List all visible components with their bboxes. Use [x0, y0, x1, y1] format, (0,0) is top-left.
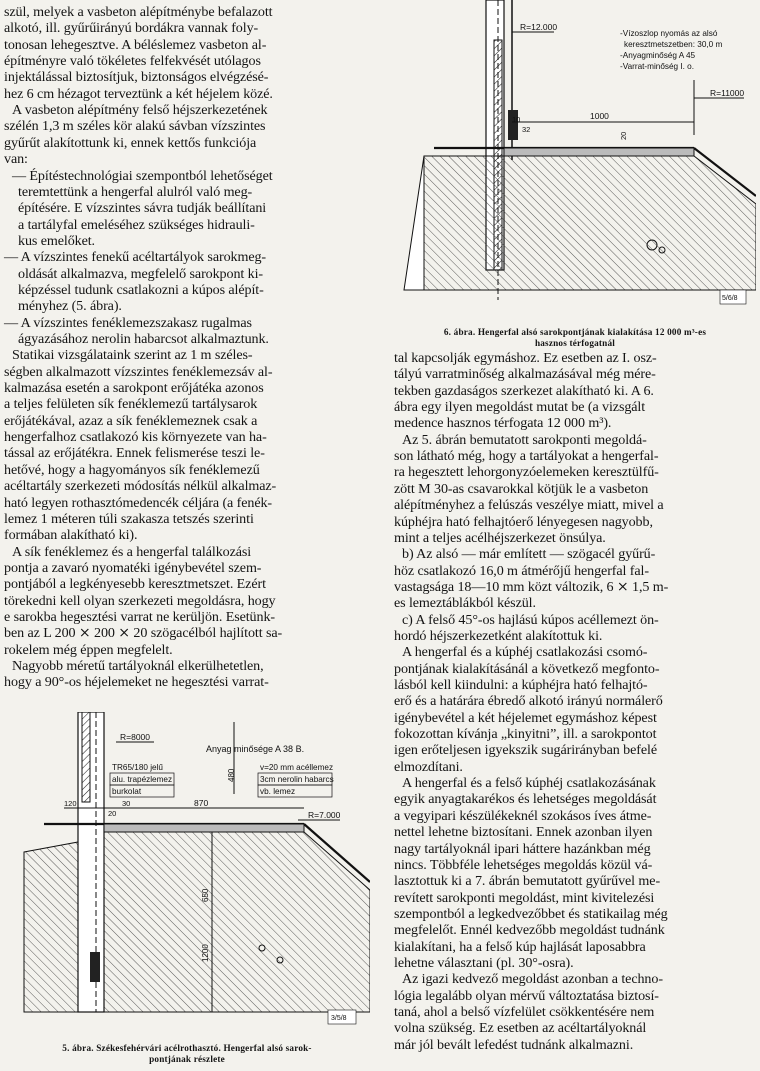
text-line: lasztottuk ki a 7. ábrán bemutatott gyűrűvel me-	[394, 873, 661, 890]
text-line: c) A felső 45°-os hajlású kúpos acéllemezt ön-	[402, 611, 659, 628]
text-line: e sarokba hegesztési varrat ne kerüljön. Esetünk-	[4, 608, 275, 625]
text-line: kalmazása esetén a sarokpont erőjátéka azonos	[4, 380, 264, 397]
text-line: kúphéjra ható felhajtóerő lényegesen nagyobb,	[394, 513, 653, 530]
text-line: ágyazásához nerolin habarcsot alkalmaztunk.	[18, 331, 269, 347]
text-line: teremtettünk a hengerfal alulról való meg-	[18, 183, 253, 200]
fig5-dim-30: 30	[122, 799, 131, 808]
text-line: fokozottan kívánja „kinyitni”, ill. a sarokpontot	[394, 726, 657, 743]
fig5-v20-label: v=20 mm acéllemez	[260, 763, 334, 772]
text-line: A vasbeton alépítmény felső héjszerkezetének	[12, 102, 268, 119]
text-line: építésére. E vízszintes sávra tudják beállítani	[18, 200, 267, 217]
text-line: pontjának kialakításánál a következő megfonto-	[394, 660, 660, 677]
text-line: acéltartály szerkezeti módosítás nélkül alkalmaz-	[4, 478, 277, 495]
text-line: Az 5. ábrán bemutatott sarokponti megoldá-	[402, 431, 647, 448]
fig6-stamp: 5/6/8	[722, 295, 738, 302]
text-line: lásból kell kiindulni: a kúphéjra ható felhajtó-	[394, 677, 648, 693]
text-line: b) Az alsó — már említett — szögacél gyűrű-	[402, 546, 656, 563]
text-line: van:	[4, 151, 28, 168]
text-line: elmozdítani.	[394, 758, 463, 775]
text-line: lemez 1 méteren túli szakasza tetszés szerinti	[4, 510, 254, 527]
text-line: tással az erőjátékra. Ennek felismerése teszi le-	[4, 445, 265, 462]
text-line: szélén 1,3 m széles kör alakú sávban vízszintes	[4, 118, 266, 135]
text-line: erőjátékával, azaz a sík fenéklemeznek csak a	[4, 412, 258, 429]
text-line: medence hasznos térfogata 12 000 m³).	[394, 415, 612, 432]
text-line: hetővé, hogy a hagyományos sík fenéklemezű	[4, 461, 260, 478]
fig5-dim-870: 870	[194, 798, 209, 808]
text-line: tályú varratminőség alkalmazásával még mére-	[394, 366, 656, 383]
text-line: tal kapcsolják egymáshoz. Ez esetben az I. osz-	[394, 350, 657, 366]
text-line: hordó héjszerkezetként alakítottuk ki.	[394, 627, 603, 644]
text-line: alkotó, ill. gyűrűirányú bordákra vannak foly-	[4, 20, 259, 37]
text-line: A sík fenéklemez és a hengerfal találkozási	[12, 543, 252, 560]
text-line: Nagyobb méretű tartályoknál elkerülhetetlen,	[12, 658, 264, 674]
text-line: nagy tartályoknál ipari háttere hazánkban még	[394, 840, 651, 857]
text-line: volna szükség. Ez esetben az acéltartályoknál	[394, 1020, 647, 1037]
fig6-dim-10: 10	[512, 115, 521, 124]
text-line: erő és a határára ébredő alkotó irányú normálerő	[394, 693, 663, 710]
text-line: tonosan lehegesztve. A béléslemez vasbeton al-	[4, 36, 267, 53]
fig5-dim-480: 480	[227, 768, 236, 782]
fig6-dim-1000: 1000	[590, 111, 609, 121]
fig5-r8000-label: R=8000	[120, 732, 151, 742]
text-line: igen erőteljesen igyekszik sugárirányban befelé	[394, 742, 657, 759]
fig5-tr65-label: TR65/180 jelű	[112, 763, 163, 772]
text-line: rokelem még éppen megfelelt.	[4, 641, 173, 658]
fig5-dim-20: 20	[108, 809, 117, 818]
text-line: hogy a 90°-os héjelemeket ne hegesztési varrat-	[4, 674, 269, 691]
text-line: már jól bevált lefedést tudnánk alkalmazni.	[394, 1036, 634, 1053]
figure-6-caption-line2: hasznos térfogatnál	[534, 338, 616, 348]
fig5-r7000-label: R=7.000	[308, 810, 341, 820]
text-line: — A vízszintes fenéklemezszakasz rugalmas	[4, 314, 252, 331]
fig6-legend-line1: -Vízoszlop nyomás az alsó	[620, 29, 718, 38]
text-line: ségben alkalmazott vízszintes fenéklemezsáv al-	[4, 363, 273, 380]
fig5-dim-650: 650	[201, 888, 210, 902]
fig6-legend-line2: keresztmetszetben: 30,0 m	[624, 40, 723, 49]
text-line: vastagsága 18—10 mm közt változik, 6 ⨯ 1,5 m-	[394, 578, 669, 595]
text-line: törekedni kell olyan szerkezeti megoldásra, hogy	[4, 592, 276, 609]
text-line: es lemeztáblákból készül.	[394, 595, 536, 612]
fig6-r12000-label: R=12.000	[520, 22, 558, 32]
fig6-dim-20: 20	[619, 131, 628, 140]
text-line: tekben gazdaságos szerkezet alakítható ki. A 6.	[394, 382, 654, 399]
text-line: kialakítani, ha a felső kúp hajlását laposabbra	[394, 938, 646, 955]
text-line: ábra egy ilyen megoldást mutat be (a vizsgált	[394, 399, 646, 416]
text-line: — A vízszintes fenekű acéltartályok sarokmeg-	[4, 249, 267, 266]
fig5-nerolin-label: 3cm nerolin habarcs	[260, 775, 334, 784]
text-line: pontjából a legkényesebb keresztmetszet. Ezért	[4, 576, 266, 593]
fig5-dim-1200: 1200	[201, 944, 210, 962]
text-line: ra hegesztett lehorgonyzóelemeken keresztülfű-	[394, 464, 659, 481]
text-line: taná, ahol a belső vízfelület csökkentésére nem	[394, 1004, 655, 1020]
fig5-vb-label: vb. lemez	[260, 787, 296, 796]
text-line: ható legyen rothasztómedencék céljára (a fenék-	[4, 494, 273, 511]
figure-6-caption-line1: 6. ábra. Hengerfal alsó sarokpontjának kialakítása 12 000 m³-es	[443, 327, 707, 337]
fig6-legend-line3: -Anyagminőség A 45	[620, 51, 696, 60]
text-line: formában alakítható ki).	[4, 527, 138, 544]
text-line: a teljes felületen sík fenéklemezű tartálysarok	[4, 396, 258, 413]
text-line: lehetne választani (pl. 30°-osra).	[394, 954, 574, 971]
text-line: ményhez (5. ábra).	[18, 298, 122, 315]
text-line: hez 6 cm hézagot terveztünk a két héjelem közé.	[4, 85, 273, 102]
text-line: egyik anyagtakarékos és lehetséges megoldását	[394, 791, 657, 808]
text-line: hengerfalhoz csatlakozó kis környezete van ha-	[4, 429, 267, 446]
text-line: igénybevétel a két héjelemet egymáshoz képest	[394, 709, 657, 726]
text-line: kus emelőket.	[18, 232, 95, 249]
fig6-r11000-label: R=11000	[710, 88, 745, 98]
text-line: Az igazi kedvező megoldást azonban a techno-	[402, 971, 663, 988]
text-line: revített sarokponti megoldást, mint kivitelezési	[394, 889, 655, 906]
text-line: A hengerfal és a kúphéj csatlakozási csomó-	[402, 644, 648, 661]
fig5-burkolat-label: burkolat	[112, 787, 142, 796]
text-line: alépítményhez a felúszás veszélye miatt, mivel a	[394, 497, 664, 514]
text-line: ben az L 200 ⨯ 200 ⨯ 20 szögacélból hajlított sa-	[4, 625, 283, 642]
text-line: pontja a zavaró nyomatéki igénybevétel szem-	[4, 559, 262, 576]
figure-5-caption-line2: pontjának részlete	[149, 1054, 225, 1064]
fig5-dim-120: 120	[64, 799, 77, 808]
fig5-stamp: 3/5/8	[331, 1015, 347, 1022]
text-line: szempontból a legkedvezőbbet és statikailag még	[394, 905, 668, 922]
fig5-anyag-label: Anyag minősége A 38 B.	[206, 744, 305, 754]
fig6-legend-line4: -Varrat-minőség I. o.	[620, 62, 695, 71]
text-line: nettel lehetne biztosítani. Ennek azonban ilyen	[394, 824, 653, 841]
text-line: — Építéstechnológiai szempontból lehetőséget	[12, 167, 273, 184]
text-line: zött M 30-as csavarokkal kötjük le a vasbeton	[394, 480, 649, 497]
text-line: oldását alkalmazva, megfelelő sarokpont ki-	[18, 265, 263, 282]
figure-5-drawing	[4, 712, 370, 1032]
text-line: építményre való tökéletes felfekvését utólagos	[4, 53, 261, 70]
text-line: képzéssel tudunk csatlakozni a kúpos alépít-	[18, 281, 264, 298]
text-line: son látható még, hogy a tartályokat a hengerfal-	[394, 448, 659, 465]
text-line: Statikai vizsgálataink szerint az 1 m széles-	[12, 347, 253, 364]
text-line: gyűrűt alakítottunk ki, ennek kettős funkciója	[4, 134, 257, 151]
text-line: megfelelőt. Ennél kedvezőbb megoldást tudnánk	[394, 922, 665, 939]
fig5-alu-label: alu. trapézlemez	[112, 775, 173, 784]
text-line: A hengerfal és a felső kúphéj csatlakozásának	[402, 775, 656, 792]
text-line: a vegyipari készülékeknél szokásos íves átme-	[394, 807, 652, 824]
figure-6-drawing	[394, 0, 756, 320]
text-line: szül, melyek a vasbeton alépítménybe befalazott	[4, 4, 273, 20]
text-line: nincs. Többféle lehetséges megoldás közül vá-	[394, 856, 653, 873]
text-line: mint a teljes acélhéjszerkezet önsúlya.	[394, 529, 606, 546]
text-line: injektálással biztosítjuk, biztonságos elvégzésé-	[4, 69, 269, 86]
text-line: höz csatlakozó 16,0 m átmérőjű hengerfal fal-	[394, 562, 649, 579]
text-line: lógia legalább olyan mérvű változtatása biztosí-	[394, 987, 659, 1004]
text-line: a tartályfal emeléséhez szükséges hidrauli-	[18, 216, 255, 233]
figure-5-caption-line1: 5. ábra. Székesfehérvári acélrothasztó. Hengerfal alsó sarok-	[62, 1043, 312, 1053]
fig6-dim-32: 32	[522, 125, 531, 134]
